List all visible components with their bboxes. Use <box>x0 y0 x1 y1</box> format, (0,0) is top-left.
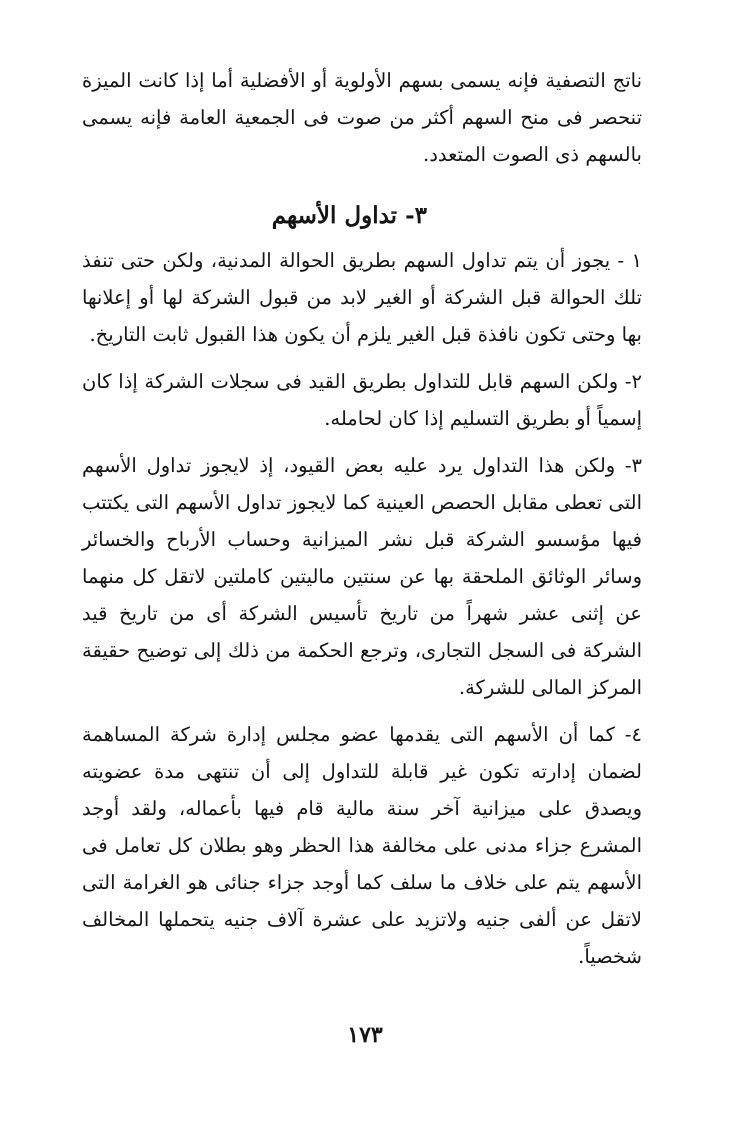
paragraph-item-4: ٤- كما أن الأسهم التى يقدمها عضو مجلس إدارة شركة المساهمة لضمان إدارته تكون غير قابلة للتداول إلى أن تنتهى مدة عضويته ويصدق على ميزانية آخر سنة مالية قام فيها بأعماله، ولقد أوجد المشرع جزاء مدنى على مخالفة هذا الحظر وهو بطلان كل تعامل فى الأسهم يتم على خلاف ما سلف كما أوجد جزاء جنائى هو الغرامة التى لاتقل عن ألفى جنيه ولاتزيد على عشرة آلاف جنيه يتحملها المخالف شخصياً. <box>82 723 642 968</box>
page-number: ١٧٣ <box>347 1022 383 1048</box>
paragraph-item-1: ١ - يجوز أن يتم تداول السهم بطريق الحوالة المدنية، ولكن حتى تنفذ تلك الحوالة قبل الشركة أو الغير لابد من قبول الشركة لها أو إعلانها بها وحتى تكون نافذة قبل الغير يلزم أن يكون هذا القبول ثابت التاريخ. <box>82 249 642 346</box>
page-body <box>82 62 642 985</box>
section-heading: ٣- تداول الأسهم <box>271 202 427 229</box>
paragraph-item-2: ٢- ولكن السهم قابل للتداول بطريق القيد فى سجلات الشركة إذا كان إسمياً أو بطريق التسليم إذا كان لحامله. <box>82 370 642 430</box>
paragraph-intro: ناتج التصفية فإنه يسمى بسهم الأولوية أو الأفضلية أما إذا كانت الميزة تنحصر فى منح السهم أكثر من صوت فى الجمعية العامة فإنه يسمى بالسهم ذى الصوت المتعدد. <box>82 69 642 166</box>
paragraph-item-3: ٣- ولكن هذا التداول يرد عليه بعض القيود، إذ لايجوز تداول الأسهم التى تعطى مقابل الحصص العينية كما لايجوز تداول الأسهم التى يكتتب فيها مؤسسو الشركة قبل نشر الميزانية وحساب الأرباح والخسائر وسائر الوثائق الملحقة بها عن سنتين ماليتين كاملتين لاتقل كل منهما عن إثنى عشر شهراً من تاريخ تأسيس الشركة أى من تاريخ قيد الشركة فى السجل التجارى، وترجع الحكمة من ذلك إلى توضيح حقيقة المركز المالى للشركة. <box>82 454 642 699</box>
